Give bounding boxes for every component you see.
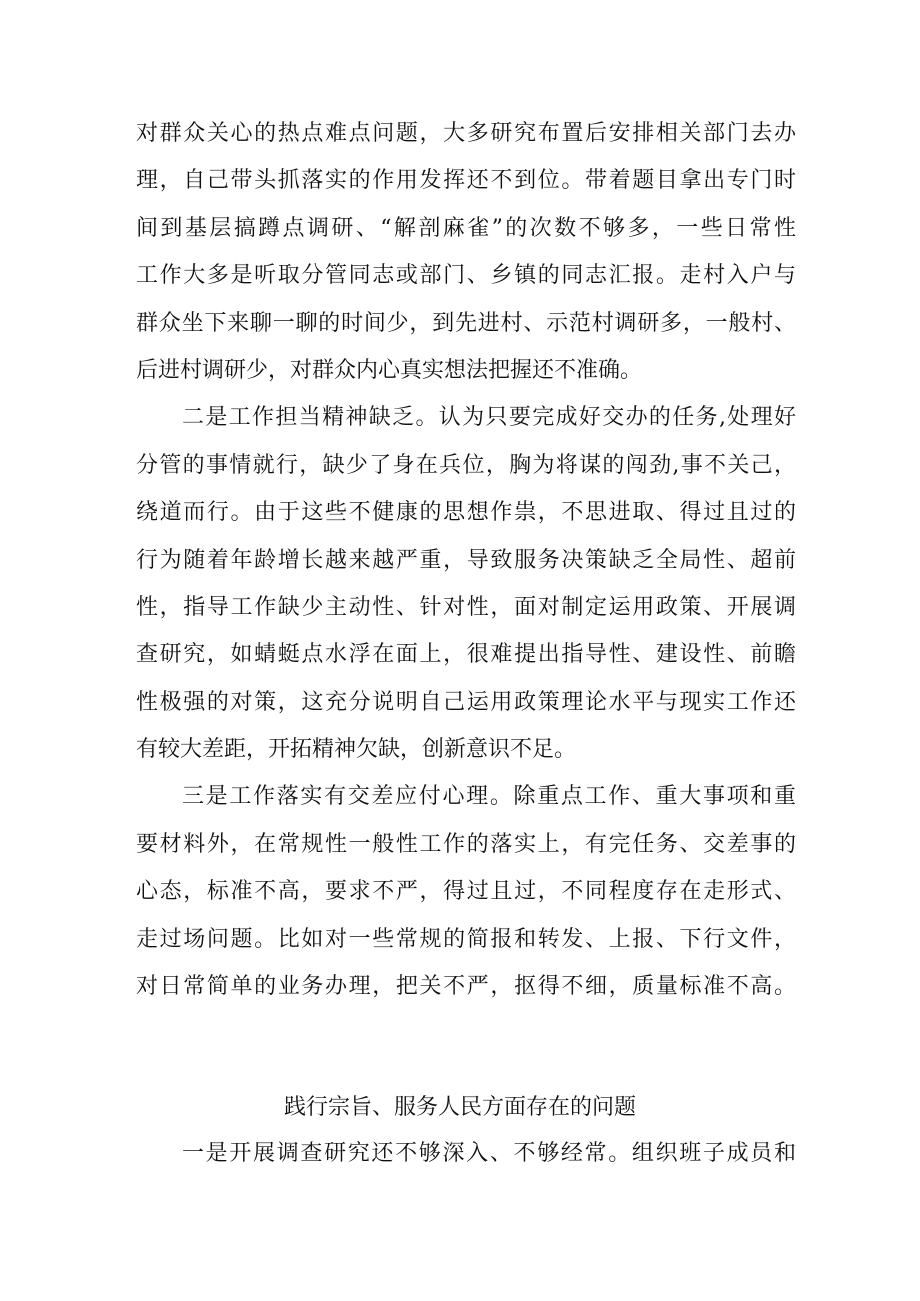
text-line: 性极强的对策，这充分说明自己运用政策理论水平与现实工作还 [136,689,796,715]
section-heading: 践行宗旨、服务人民方面存在的问题 [283,1095,636,1120]
text-line: 查研究，如蜻蜓点水浮在面上，很难提出指导性、建设性、前瞻 [136,642,796,668]
text-line: 理，自己带头抓落实的作用发挥还不到位。带着题目拿出专门时 [136,168,796,194]
text-line: 对群众关心的热点难点问题，大多研究布置后安排相关部门去办 [136,121,796,146]
text-line: 工作大多是听取分管同志或部门、乡镇的同志汇报。走村入户与 [136,263,796,289]
text-line: 群众坐下来聊一聊的时间少，到先进村、示范村调研多，一般村、 [136,310,796,336]
paragraph-start-line: 三是工作落实有交差应付心理。除重点工作、重大事项和重 [182,784,796,810]
text-line: 有较大差距，开拓精神欠缺，创新意识不足。 [136,737,577,763]
text-line: 性，指导工作缺少主动性、针对性，面对制定运用政策、开展调 [136,594,796,620]
text-line: 行为随着年龄增长越来越严重，导致服务决策缺乏全局性、超前 [136,547,796,573]
text-line: 绕道而行。由于这些不健康的思想作祟，不思进取、得过且过的 [136,500,796,526]
text-line: 后进村调研少，对群众内心真实想法把握还不准确。 [136,357,643,383]
text-line: 间到基层搞蹲点调研、“解剖麻雀”的次数不够多，一些日常性 [136,215,796,241]
paragraph-start-line: 一是开展调查研究还不够深入、不够经常。组织班子成员和 [182,1141,796,1166]
text-line: 走过场问题。比如对一些常规的简报和转发、上报、下行文件， [136,926,796,952]
paragraph-start-line: 二是工作担当精神缺乏。认为只要完成好交办的任务,处理好 [182,405,796,431]
text-line: 对日常简单的业务办理，把关不严，抠得不细，质量标准不高。 [136,974,796,1000]
text-line: 要材料外，在常规性一般性工作的落实上，有完任务、交差事的 [136,831,796,857]
body-text-block [136,110,796,1010]
text-line: 心态，标准不高，要求不严，得过且过，不同程度存在走形式、 [136,879,796,905]
text-line: 分管的事情就行，缺少了身在兵位，胸为将谋的闯劲,事不关己， [136,452,796,478]
body-text-block-2 [136,1130,796,1177]
